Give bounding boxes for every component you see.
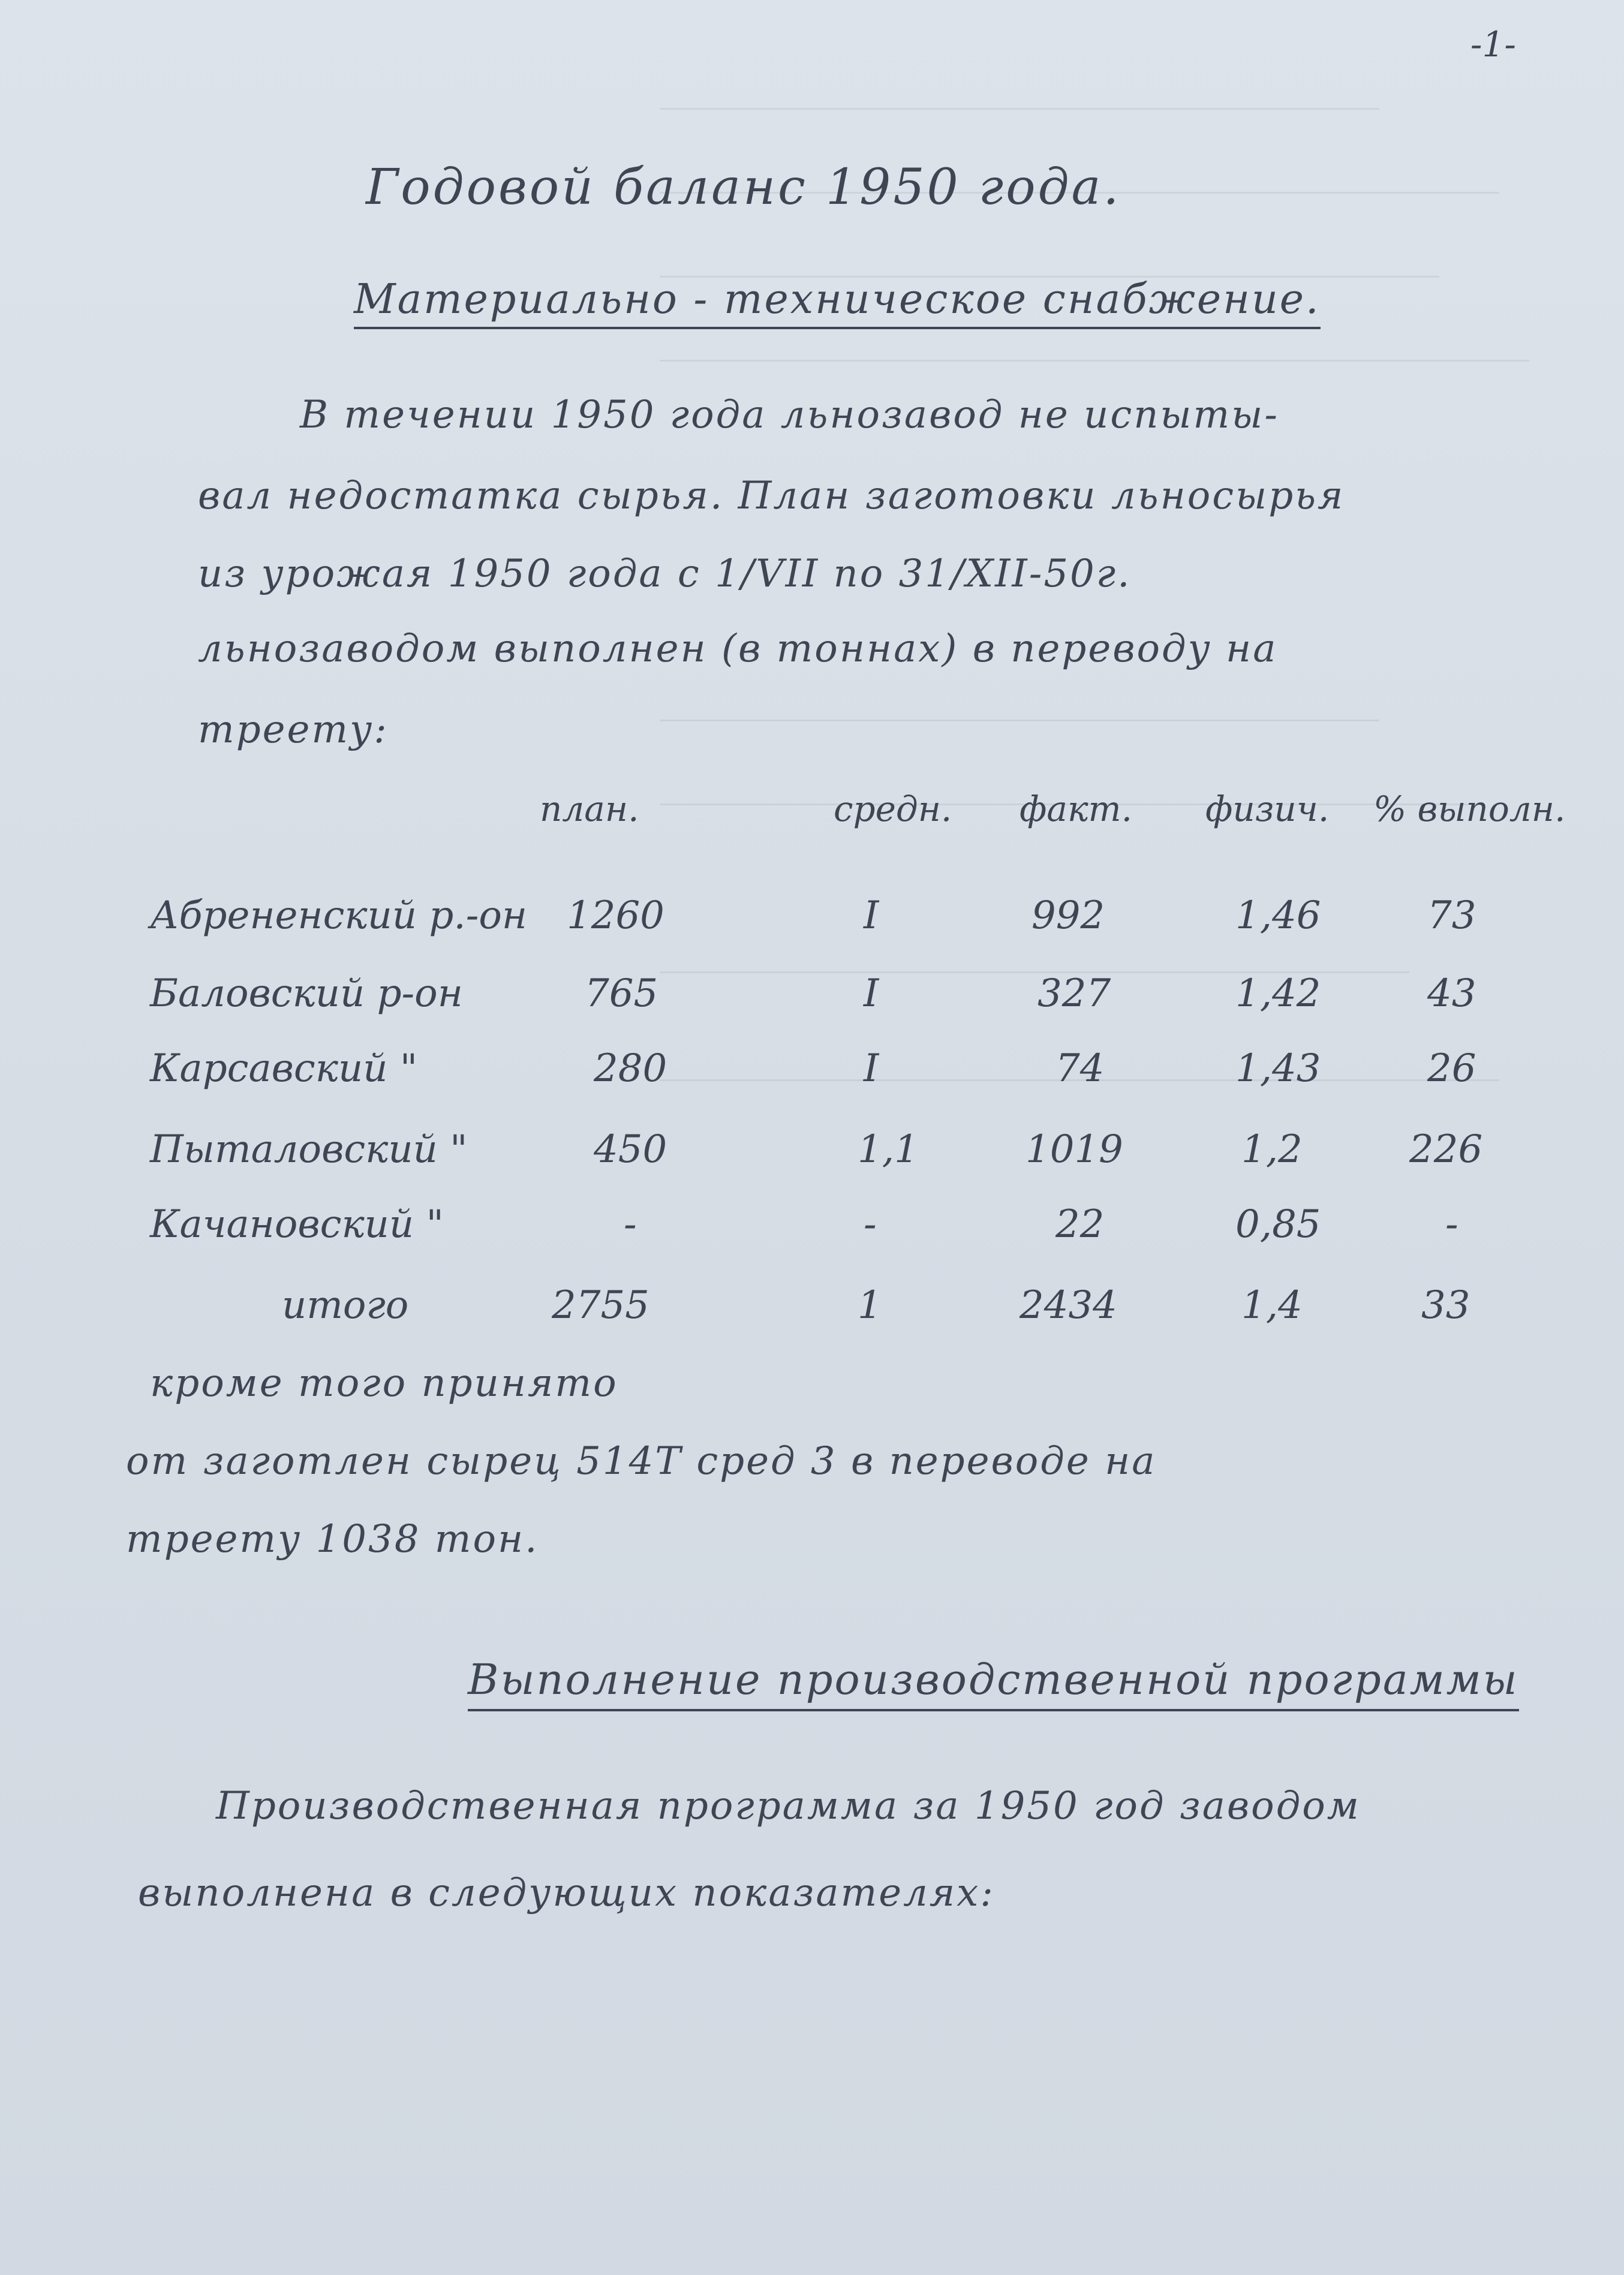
phys-value: 1,46 bbox=[1235, 893, 1321, 938]
paragraph-line: из урожая 1950 года с 1/VII по 31/XII-50г. bbox=[198, 552, 1132, 596]
paragraph-line: от заготлен сырец 514Т сред 3 в переводе на bbox=[126, 1439, 1157, 1483]
table-row bbox=[0, 1046, 1624, 1106]
district-name: Карсавский " bbox=[150, 1046, 418, 1091]
percent-value: 73 bbox=[1427, 893, 1476, 938]
plan-value: - bbox=[624, 1202, 637, 1247]
district-name: Абрененский р.-он bbox=[150, 893, 528, 938]
table-total-row bbox=[0, 1283, 1624, 1343]
paragraph-line: треету: bbox=[198, 708, 389, 752]
paragraph-line: В течении 1950 года льнозавод не испыты- bbox=[300, 393, 1279, 437]
document-title: Годовой баланс 1950 года. bbox=[366, 159, 1121, 216]
grade-value: 1 bbox=[858, 1283, 882, 1328]
district-name: Пыталовский " bbox=[150, 1127, 468, 1172]
grade-value: I bbox=[864, 971, 879, 1016]
table-header-row bbox=[0, 789, 1624, 848]
phys-value: 1,42 bbox=[1235, 971, 1321, 1016]
total-label: итого bbox=[282, 1283, 409, 1328]
page-number: -1- bbox=[1470, 24, 1516, 65]
table-row bbox=[0, 971, 1624, 1031]
percent-value: 33 bbox=[1421, 1283, 1470, 1328]
percent-value: 43 bbox=[1427, 971, 1476, 1016]
grade-value: I bbox=[864, 1046, 879, 1091]
section-heading-supply: Материально - техническое снабжение. bbox=[354, 276, 1321, 329]
phys-value: 0,85 bbox=[1235, 1202, 1321, 1247]
fact-value: 2434 bbox=[1019, 1283, 1117, 1328]
table-row bbox=[0, 1127, 1624, 1187]
header-physical: физич. bbox=[1205, 789, 1330, 829]
grade-value: 1,1 bbox=[858, 1127, 919, 1172]
paragraph-line: вал недостатка сырья. План заготовки льносырья bbox=[198, 474, 1345, 518]
section-heading-production: Выполнение производственной программы bbox=[468, 1655, 1519, 1711]
percent-value: 226 bbox=[1409, 1127, 1483, 1172]
paragraph-line: льнозаводом выполнен (в тоннах) в переводу на bbox=[198, 627, 1278, 671]
fact-value: 74 bbox=[1055, 1046, 1105, 1091]
header-grade: средн. bbox=[834, 789, 952, 829]
fact-value: 1019 bbox=[1025, 1127, 1123, 1172]
district-name: Баловский р-он bbox=[150, 971, 463, 1016]
percent-value: 26 bbox=[1427, 1046, 1476, 1091]
paragraph-line: кроме того принято bbox=[150, 1361, 618, 1406]
phys-value: 1,2 bbox=[1241, 1127, 1303, 1172]
paragraph-line: выполнена в следующих показателях: bbox=[138, 1871, 995, 1915]
paragraph-line: Производственная программа за 1950 год заводом bbox=[216, 1784, 1361, 1828]
plan-value: 450 bbox=[594, 1127, 667, 1172]
header-plan: план. bbox=[540, 789, 639, 829]
header-fact: факт. bbox=[1019, 789, 1133, 829]
header-percent: % выполн. bbox=[1373, 789, 1566, 829]
grade-value: I bbox=[864, 893, 879, 938]
phys-value: 1,43 bbox=[1235, 1046, 1321, 1091]
table-row bbox=[0, 1202, 1624, 1262]
grade-value: - bbox=[864, 1202, 877, 1247]
plan-value: 280 bbox=[594, 1046, 667, 1091]
paragraph-line: треету 1038 тон. bbox=[126, 1517, 539, 1561]
fact-value: 22 bbox=[1055, 1202, 1105, 1247]
plan-value: 1260 bbox=[567, 893, 664, 938]
fact-value: 327 bbox=[1037, 971, 1111, 1016]
table-row bbox=[0, 893, 1624, 953]
plan-value: 765 bbox=[585, 971, 658, 1016]
phys-value: 1,4 bbox=[1241, 1283, 1303, 1328]
district-name: Качановский " bbox=[150, 1202, 444, 1247]
percent-value: - bbox=[1445, 1202, 1458, 1247]
plan-value: 2755 bbox=[552, 1283, 649, 1328]
fact-value: 992 bbox=[1031, 893, 1105, 938]
